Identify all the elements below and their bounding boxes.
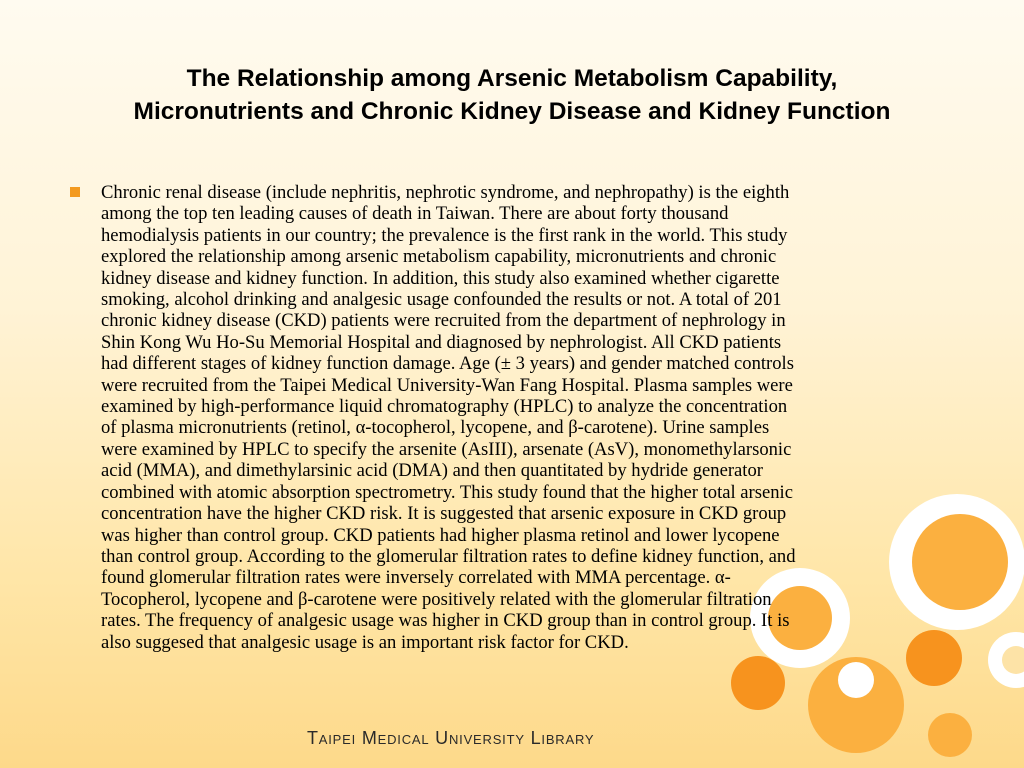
title-line-1: The Relationship among Arsenic Metabolism Capability, xyxy=(186,65,838,92)
title-line-2: Micronutrients and Chronic Kidney Disease and Kidney Function xyxy=(133,98,891,125)
bullet-item xyxy=(70,182,960,653)
slide-title xyxy=(40,62,984,128)
abstract-text: Chronic renal disease (include nephritis, nephrotic syndrome, and nephropathy) is the eighth among the top ten leading causes of death in Taiwan. There are about forty thousand hemodialysis patients in our country; the prevalence is the first rank in the world. This study explored the relationship among arsenic metabolism capability, micronutrients and chronic kidney disease and kidney function. In addition, this study also examined whether cigarette smoking, alcohol drinking and analgesic usage confounded the results or not. A total of 201 chronic kidney disease (CKD) patients were recruited from the department of nephrology in Shin Kong Wu Ho-Su Memorial Hospital and diagnosed by nephrologist. All CKD patients had different stages of kidney function damage. Age (± 3 years) and gender matched controls were recruited from the Taipei Medical University-Wan Fang Hospital. Plasma samples were examined by high-performance liquid chromatography (HPLC) to analyze the concentration of plasma micronutrients (retinol, α-tocopherol, lycopene, and β-carotene). Urine samples were examined by HPLC to specify the arsenite (AsIII), arsenate (AsV), monomethylarsonic acid (MMA), and dimethylarsinic acid (DMA) and then quantitated by hydride generator combined with atomic absorption spectrometry. This study found that the higher total arsenic concentration have the higher CKD risk. It is suggested that arsenic exposure in CKD group was higher than control group. CKD patients had higher plasma retinol and lower lycopene than control group. According to the glomerular filtration rates to define kidney function, and found glomerular filtration rates were inversely correlated with MMA percentage. α- Tocopherol, lycopene and β-carotene were positively related with the glomerular filtration rates. The frequency of analgesic usage was higher in CKD group than in control group. It is also suggesed that analgesic usage is an important risk factor for CKD. xyxy=(101,182,796,653)
decor-circle-bottom-hole xyxy=(838,662,874,698)
footer-library-name: Taipei Medical University Library xyxy=(307,728,595,748)
square-bullet-icon xyxy=(70,187,80,197)
decor-circle-small-left xyxy=(731,656,785,710)
decor-circle-bottom-right xyxy=(928,713,972,757)
